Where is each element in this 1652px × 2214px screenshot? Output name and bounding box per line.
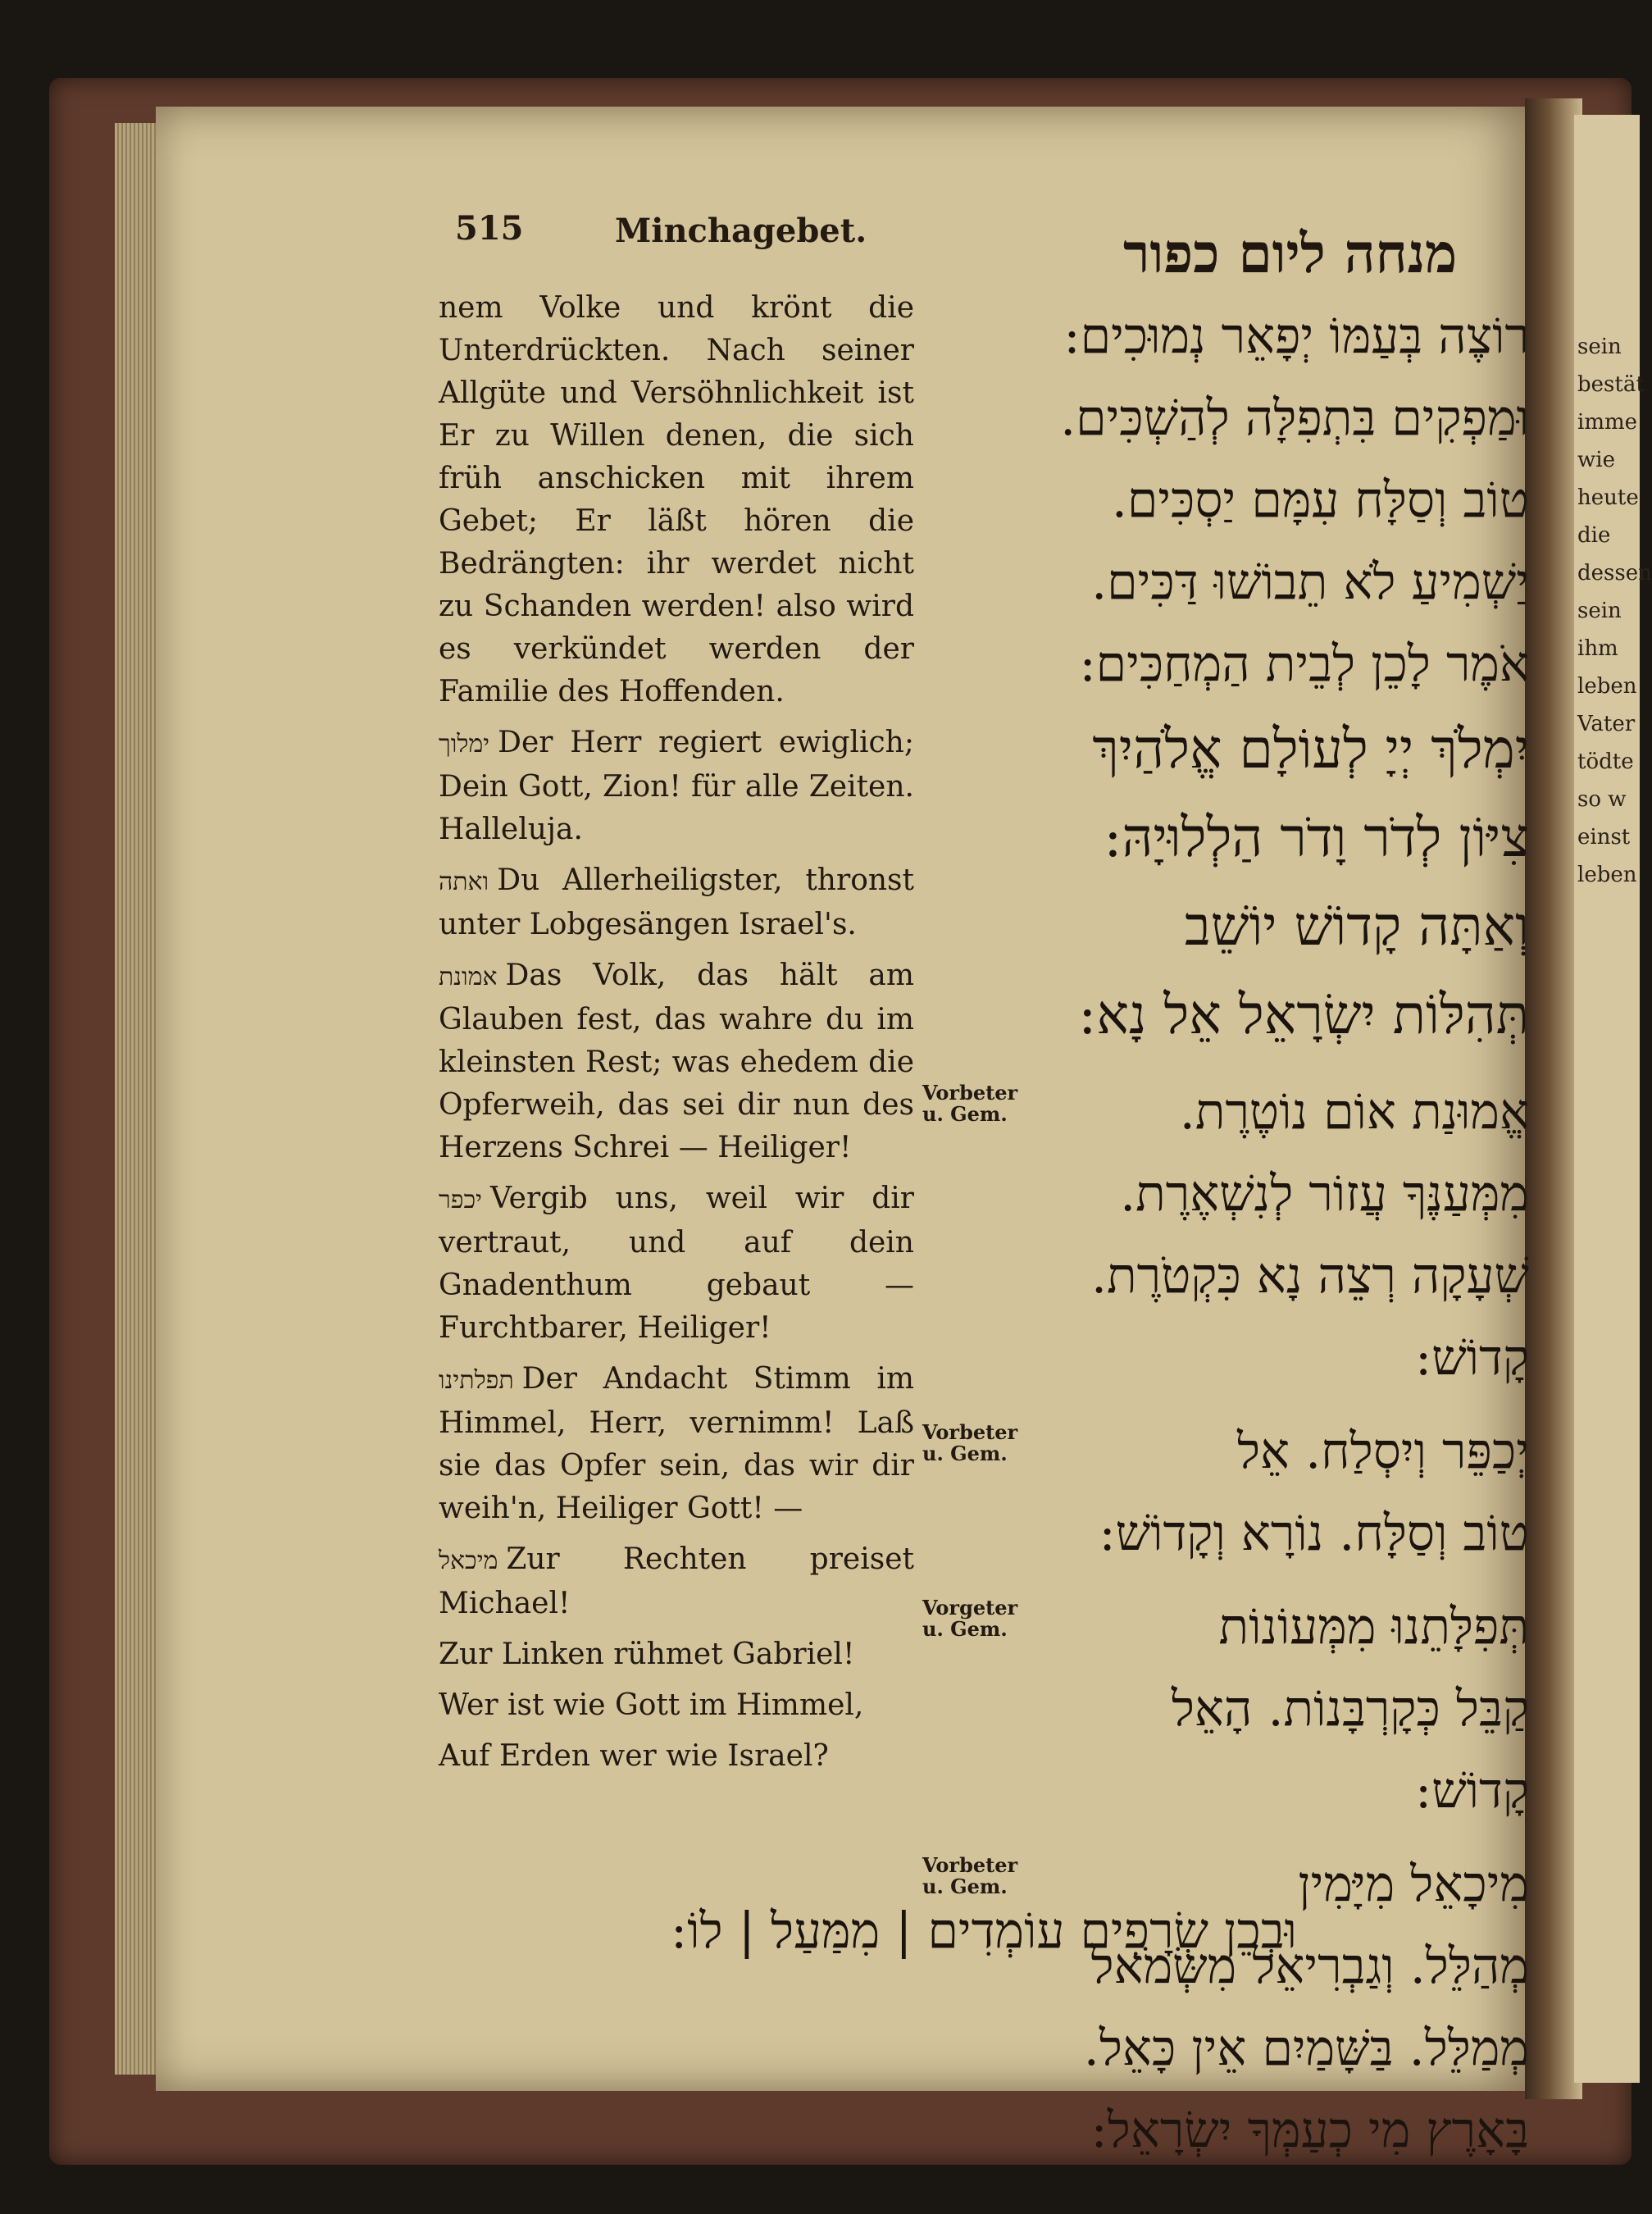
peek-line: sein xyxy=(1577,335,1622,359)
hebrew-line: רוֹצֶה בְּעַמּוֹ יְפָאֵר נְמוּכִים: xyxy=(1063,308,1529,365)
hebrew-line: טוֹב וְסַלָּח עִמָּם יַסְכִּים. xyxy=(1111,472,1529,529)
running-title-german: Minchagebet. xyxy=(615,212,867,250)
peek-line: heute xyxy=(1577,485,1639,510)
hebrew-line: יַשְׁמִיעַ לֹא תֵבוֹשׁוּ דַּכִּים. xyxy=(1091,554,1529,611)
german-paragraph: nem Volke und krönt die Unterdrückten. Nach seiner Allgüte und Versöhnlichkeit ist Er zu Willen denen, die sich früh anschicken mit ihrem Gebet; Er läßt hören die Bedrängten: ihr werdet nicht zu Schanden werden! also wird es verkündet werden der Familie des Hoffenden. xyxy=(439,291,914,708)
hebrew-line: שְׁעָקָה רְצֵה נָא כִּקְטֹרֶת. xyxy=(1090,1247,1529,1305)
hebrew-line: בָּאָרֶץ מִי כְעַמְּךָ יִשְׂרָאֵל: xyxy=(1090,2102,1529,2159)
peek-line: einst xyxy=(1577,825,1631,850)
running-title-hebrew: מנחה ליום כפור xyxy=(1123,221,1458,285)
hebrew-line: תְּהִלּוֹת יִשְׂרָאֵל אֵל נָא: xyxy=(1078,983,1529,1046)
responsive-verse-group xyxy=(922,1586,1529,1832)
hebrew-line: מִמְּעַנֶּךָ עֲזוֹר לְנִשְׁאֶרֶת. xyxy=(1120,1165,1529,1223)
responsive-verse-group xyxy=(922,1843,1529,2171)
german-paragraph: מיכאל Zur Rechten preiset Michael! xyxy=(439,1542,914,1620)
german-paragraph: ימלוך Der Herr regiert ewiglich; Dein Gott, Zion! für alle Zeiten. Halleluja. xyxy=(439,726,914,846)
responsive-verse-group xyxy=(922,1071,1529,1399)
peek-line: so w xyxy=(1577,787,1627,812)
hebrew-keyword: מיכאל xyxy=(439,1547,498,1575)
role-label: Vorbeter u. Gem. xyxy=(922,1853,1018,1898)
peek-line: leben xyxy=(1577,863,1637,887)
hebrew-text-column xyxy=(922,295,1529,2171)
peek-line: dessen xyxy=(1577,561,1652,585)
role-label: Vorbeter u. Gem. xyxy=(922,1081,1018,1126)
role-label: Vorgeter u. Gem. xyxy=(922,1596,1018,1641)
hebrew-line: מִיכָאֵל מִיָּמִין xyxy=(1298,1856,1529,1913)
peek-line: die xyxy=(1577,523,1611,548)
hebrew-keyword: תפלתינו xyxy=(439,1366,514,1395)
hebrew-line: וּמַפְקִים בִּתְפִלָּה לְהַשְׁכִּים. xyxy=(1060,390,1529,447)
hebrew-line: טוֹב וְסַלָּח. נוֹרָא וְקָדוֹשׁ: xyxy=(1099,1505,1529,1562)
peek-line: ihm xyxy=(1577,636,1618,661)
hebrew-keyword: ימלוך xyxy=(439,730,490,758)
hebrew-line: קָדוֹשׁ: xyxy=(1414,1762,1529,1820)
next-page-text xyxy=(1574,115,1652,894)
hebrew-line: מְמַלֵּל. בַּשָּׁמַיִם אֵין כָּאֵל. xyxy=(1083,2020,1529,2077)
german-paragraph: תפלתינו Der Andacht Stimm im Himmel, Herr, vernimm! Laß sie das Opfer sein, das wir dir weih'n, Heiliger Gott! — xyxy=(439,1362,914,1525)
german-paragraph: Wer ist wie Gott im Himmel, xyxy=(439,1688,864,1722)
peek-line: bestät xyxy=(1577,372,1645,397)
hebrew-line: צִיּוֹן לְדֹר וָדֹר הַלְלוּיָהּ: xyxy=(1104,806,1529,869)
hebrew-keyword: אמונת xyxy=(439,963,498,991)
german-paragraph: אמונת Das Volk, das hält am Glauben fest, das wahre du im kleinsten Rest; was ehedem die Opferweih, das sei dir nun des Herzens Schrei — Heiliger! xyxy=(439,959,914,1164)
page-number: 515 xyxy=(455,209,524,248)
german-paragraph: Zur Linken rühmet Gabriel! xyxy=(439,1638,855,1671)
hebrew-line: מְהַלֵּל. וְגַבְרִיאֵל מִשְּׂמֹאל xyxy=(1090,1938,1529,1995)
hebrew-line: יִמְלֹךְ יְיָ לְעוֹלָם אֱלֹהַיִךְ xyxy=(1092,718,1529,781)
hebrew-keyword: ואתה xyxy=(439,868,489,896)
hebrew-line: תְּפִלָּתֵנוּ מִמְּעוֹנוֹת xyxy=(1218,1598,1529,1656)
peek-line: sein xyxy=(1577,599,1622,623)
german-paragraph: יכפר Vergib uns, weil wir dir vertraut, und auf dein Gnadenthum gebaut — Furchtbarer, Heiliger! xyxy=(439,1182,914,1345)
peek-line: Vater xyxy=(1577,712,1636,736)
peek-line: tödte xyxy=(1577,749,1634,774)
peek-line: wie xyxy=(1577,448,1615,472)
role-label: Vorbeter u. Gem. xyxy=(922,1420,1018,1465)
hebrew-line: אֹמֶר לָכֵן לְבֵית הַמְחַכִּים: xyxy=(1079,636,1529,693)
peek-line: leben xyxy=(1577,674,1637,699)
hebrew-line: וְאַתָּה קָדוֹשׁ יוֹשֵׁב xyxy=(1184,895,1529,958)
hebrew-keyword: יכפר xyxy=(439,1186,482,1214)
hebrew-line: קָדוֹשׁ: xyxy=(1414,1329,1529,1387)
german-paragraph: Auf Erden wer wie Israel? xyxy=(439,1739,829,1773)
next-page-edge xyxy=(1574,115,1652,2083)
responsive-verse-group xyxy=(922,1410,1529,1574)
hebrew-line: קַבֵּל כְּקָרְבָּנוֹת. הָאֵל xyxy=(1171,1680,1529,1738)
footer-verse: וּבְכֵן שְׂרָפִים עוֹמְדִים | מִמַּעַל | לוֹ: xyxy=(670,1902,1297,1960)
german-translation-column xyxy=(439,287,914,1786)
german-paragraph: ואתה Du Allerheiligster, thronst unter Lobgesängen Israel's. xyxy=(439,863,914,941)
peek-line: imme xyxy=(1577,410,1638,435)
hebrew-line: אֱמוּנַת אוֹם נוֹטֶרֶת. xyxy=(1179,1083,1529,1141)
hebrew-line: יְכַפֵּר וְיִסְלַח. אֵל xyxy=(1236,1423,1529,1480)
